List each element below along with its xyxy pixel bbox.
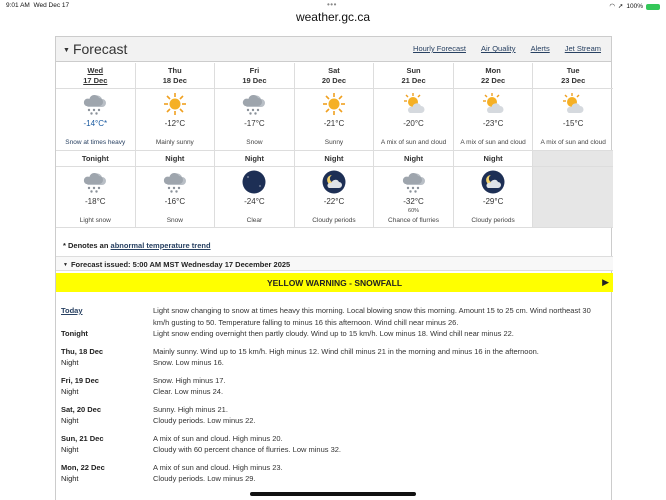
day-date: 20 Dec: [321, 76, 347, 85]
forecast-period: Sat, 20 Dec: [61, 404, 102, 414]
night-temp: -24°C: [244, 197, 265, 206]
night-forecast-cell[interactable]: [215, 167, 295, 228]
day-temp: -15°C: [562, 119, 584, 128]
forecast-period: Thu, 18 Dec: [61, 346, 104, 356]
night-desc: Clear: [246, 217, 263, 224]
night-temp: -29°C: [482, 197, 504, 206]
day-forecast-cell[interactable]: [374, 89, 454, 151]
day-temp: -12°C: [164, 119, 186, 128]
forecast-row: [61, 415, 606, 427]
forecast-text: Light snow changing to snow at times heavy this morning. Local blowing snow this morning. Amount 15 to 25 cm. Wind northeast 30 km/h gusting to 50. Temperature falling to minus 16 this afternoon. Wind chill near minus 26.: [153, 306, 591, 327]
snow-cloud-icon: [82, 92, 108, 116]
issued-caret-icon[interactable]: ▼: [63, 262, 68, 268]
day-name: Sat: [328, 66, 340, 75]
night-header[interactable]: Night: [215, 151, 295, 167]
day-temp: -14°C*: [83, 119, 108, 128]
home-indicator[interactable]: [250, 492, 416, 496]
day-date: 18 Dec: [162, 76, 187, 85]
forecast-row: [61, 444, 606, 456]
snow-cloud-icon: [162, 170, 188, 194]
night-temp: -22°C: [323, 197, 345, 206]
air-quality-link[interactable]: Air Quality: [480, 44, 516, 53]
day-desc: Mainly sunny: [155, 139, 194, 146]
abnormal-trend-link[interactable]: abnormal temperature trend: [110, 241, 211, 250]
moon-icon: [241, 170, 267, 194]
jet-stream-link[interactable]: Jet Stream: [564, 44, 601, 53]
day-header-tue[interactable]: [533, 63, 613, 89]
day-date: 19 Dec: [242, 76, 267, 85]
forecast-row: [61, 386, 606, 398]
day-header-thu[interactable]: [136, 63, 216, 89]
status-right: [609, 2, 660, 10]
night-header[interactable]: Night: [295, 151, 375, 167]
night-desc: Cloudy periods: [471, 217, 515, 224]
forecast-period: Mon, 22 Dec: [61, 462, 105, 472]
forecast-period: Night: [61, 474, 79, 483]
day-temp: -23°C: [482, 119, 504, 128]
night-header[interactable]: Night: [136, 151, 216, 167]
day-date: 17 Dec: [83, 76, 108, 85]
night-forecast-cell[interactable]: [454, 167, 534, 228]
forecast-period: Night: [61, 387, 79, 396]
day-desc: Sunny: [324, 139, 344, 146]
forecast-row: [61, 328, 606, 340]
forecast-text: Cloudy periods. Low minus 29.: [153, 474, 256, 483]
forecast-period: Tonight: [61, 329, 88, 338]
address-bar[interactable]: weather.gc.ca: [295, 10, 371, 24]
night-cell-empty: [533, 167, 613, 228]
sun-icon: [321, 92, 347, 116]
snow-cloud-icon: [241, 92, 267, 116]
day-temp: -17°C: [244, 119, 265, 128]
night-desc: Light snow: [79, 217, 111, 224]
forecast-period: Fri, 19 Dec: [61, 375, 99, 385]
day-name: Sun: [406, 66, 421, 75]
play-icon[interactable]: ▶: [602, 277, 609, 287]
night-header[interactable]: Night: [374, 151, 454, 167]
day-date: 22 Dec: [481, 76, 506, 85]
precip-chance: 60%: [408, 208, 420, 214]
night-header[interactable]: Tonight: [56, 151, 136, 167]
day-header-wed[interactable]: [56, 63, 136, 89]
status-time: 9:01 AM Wed Dec 17: [6, 2, 70, 9]
day-name: Fri: [249, 66, 260, 75]
forecast-period[interactable]: Today: [61, 306, 83, 315]
forecast-period: Night: [61, 416, 79, 425]
day-header-mon[interactable]: [454, 63, 534, 89]
day-desc: Snow at times heavy: [65, 139, 126, 146]
snow-cloud-icon: [82, 170, 108, 194]
forecast-period: Sun, 21 Dec: [61, 433, 104, 443]
sun-cloud-icon: [480, 92, 506, 116]
hourly-forecast-link[interactable]: Hourly Forecast: [413, 44, 466, 53]
alerts-link[interactable]: Alerts: [530, 44, 550, 53]
night-desc: Snow: [166, 217, 183, 224]
night-header-empty: [533, 151, 613, 167]
day-date: 21 Dec: [401, 76, 426, 85]
wifi-icon: ◠: [609, 3, 615, 10]
day-name: Tue: [566, 66, 580, 75]
day-header-sat[interactable]: [295, 63, 375, 89]
moon-cloud-icon: [480, 170, 506, 194]
day-forecast-cell[interactable]: [136, 89, 216, 151]
moon-cloud-icon: [321, 170, 347, 194]
day-desc: A mix of sun and cloud: [460, 139, 526, 146]
day-forecast-cell[interactable]: [215, 89, 295, 151]
panel-header: [56, 37, 611, 62]
forecast-row: [61, 357, 606, 369]
forecast-grid: [56, 63, 613, 228]
forecast-row: [61, 404, 606, 416]
day-name: Mon: [485, 66, 501, 75]
sun-cloud-icon: [401, 92, 427, 116]
night-temp: -18°C: [85, 197, 106, 206]
day-forecast-cell[interactable]: [56, 89, 136, 151]
abnormal-note: * Denotes an abnormal temperature trend: [63, 241, 211, 250]
forecast-text: Cloudy with 60 percent chance of flurries. Low minus 32.: [153, 445, 342, 454]
forecast-row: [61, 462, 606, 474]
day-name: Thu: [167, 66, 182, 75]
day-date: 23 Dec: [561, 76, 586, 85]
day-temp: -20°C: [403, 119, 424, 128]
collapse-caret-icon[interactable]: ▼: [63, 47, 70, 54]
forecast-text: Snow. Low minus 16.: [153, 358, 224, 367]
night-forecast-cell[interactable]: [56, 167, 136, 228]
panel-title[interactable]: ▼ Forecast: [63, 41, 128, 57]
day-name: Wed: [87, 66, 104, 75]
day-desc: Snow: [246, 139, 263, 146]
warning-text[interactable]: YELLOW WARNING - SNOWFALL: [266, 278, 403, 288]
forecast-panel: [55, 36, 612, 500]
forecast-text: A mix of sun and cloud. High minus 23.: [153, 462, 283, 472]
night-header[interactable]: Night: [454, 151, 534, 167]
forecast-text: Clear. Low minus 24.: [153, 387, 224, 396]
night-forecast-cell[interactable]: [295, 167, 375, 228]
sun-cloud-icon: [560, 92, 586, 116]
forecast-row: [61, 433, 606, 445]
forecast-text: A mix of sun and cloud. High minus 20.: [153, 433, 283, 443]
panel-links: [413, 44, 601, 53]
forecast-row: [61, 346, 606, 358]
sun-icon: [162, 92, 188, 116]
day-desc: A mix of sun and cloud: [540, 139, 606, 146]
forecast-period: Night: [61, 445, 79, 454]
day-forecast-cell[interactable]: [533, 89, 613, 151]
night-temp: -32°C: [403, 197, 424, 206]
text-forecast: [61, 305, 606, 485]
night-desc: Cloudy periods: [312, 217, 356, 224]
battery-percent: 100%: [626, 2, 643, 10]
warning-banner[interactable]: [56, 273, 613, 292]
day-header-fri[interactable]: [215, 63, 295, 89]
forecast-row: [61, 305, 606, 328]
forecast-text: Light snow ending overnight then partly cloudy. Wind up to 15 km/h. Low minus 18. Wind chill near minus 22.: [153, 329, 514, 338]
forecast-period: Night: [61, 358, 79, 367]
day-temp: -21°C: [323, 119, 345, 128]
forecast-text: Snow. High minus 17.: [153, 375, 226, 385]
forecast-row: [61, 473, 606, 485]
night-desc: Chance of flurries: [388, 217, 439, 224]
night-forecast-cell[interactable]: [136, 167, 216, 228]
forecast-issued[interactable]: ▼ Forecast issued: 5:00 AM MST Wednesday 17 December 2025: [56, 256, 613, 271]
day-header-sun[interactable]: [374, 63, 454, 89]
location-icon: ➚: [617, 3, 624, 10]
forecast-text: Cloudy periods. Low minus 22.: [153, 416, 256, 425]
night-forecast-cell[interactable]: [374, 167, 454, 228]
day-desc: A mix of sun and cloud: [380, 139, 447, 146]
forecast-row: [61, 375, 606, 387]
night-temp: -16°C: [164, 197, 186, 206]
snow-cloud-icon: [401, 170, 427, 194]
tab-dots-icon[interactable]: •••: [327, 0, 337, 9]
forecast-text: Mainly sunny. Wind up to 15 km/h. High minus 12. Wind chill minus 21 in the morning and minus 16 in the afternoon.: [153, 346, 539, 356]
day-forecast-cell[interactable]: [295, 89, 375, 151]
forecast-text: Sunny. High minus 21.: [153, 404, 228, 414]
day-forecast-cell[interactable]: [454, 89, 534, 151]
